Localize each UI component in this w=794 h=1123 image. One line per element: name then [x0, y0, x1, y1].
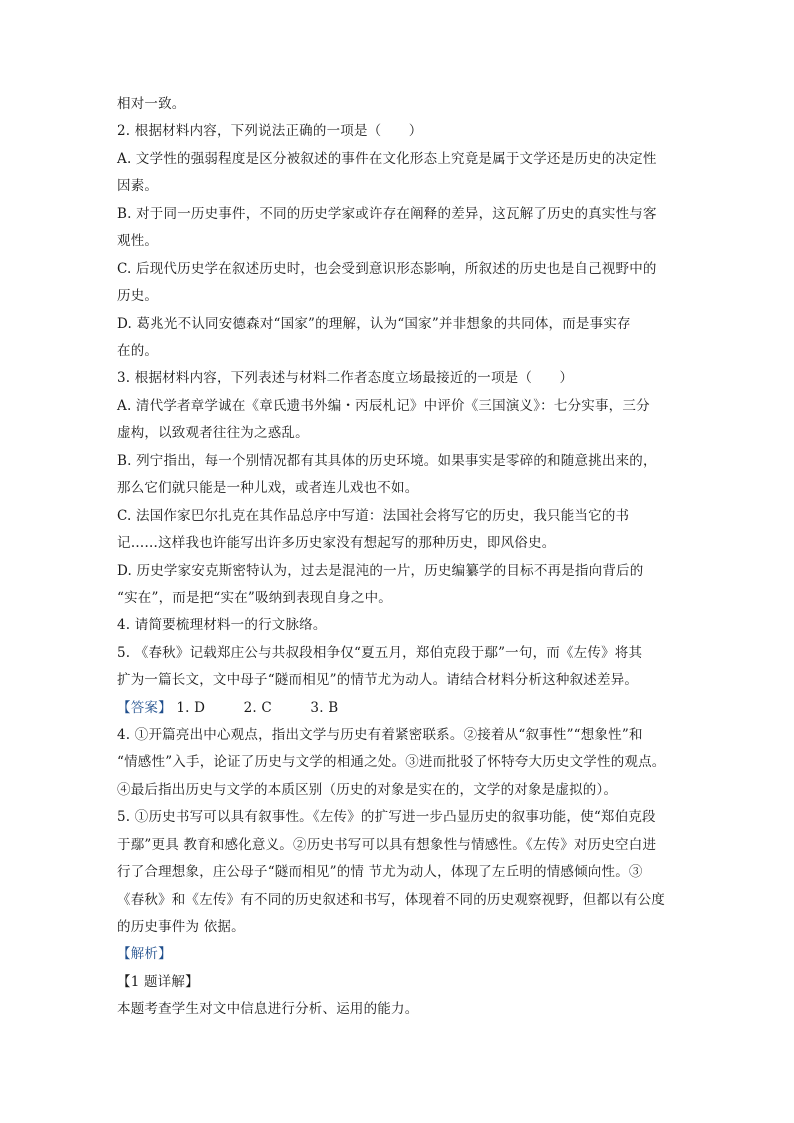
text-line: “实在”，而是把“实在”吸纳到表现自身之中。: [117, 590, 393, 606]
answer-line: 《春秋》和《左传》有不同的历史叙述和书写，体现着不同的历史观察视野，但都以有公度: [117, 892, 665, 908]
question-2: 2. 根据材料内容，下列说法正确的一项是（ ）: [117, 123, 423, 139]
text-line: 那么它们就只能是一种儿戏，或者连儿戏也不如。: [117, 480, 419, 496]
answer-line: ④最后指出历史与文学的本质区别（历史的对象是实在的，文学的对象是虚拟的）。: [117, 782, 618, 798]
answer-item: 1. D: [176, 700, 206, 716]
answer-line: 的历史事件为 依据。: [117, 919, 245, 935]
answer-line: 行了合理想象，庄公母子“隧而相见”的情 节尤为动人，体现了左丘明的情感倾向性。③: [117, 864, 643, 880]
answer-row: [117, 698, 677, 718]
answer-line: 于鄢”更具 教育和感化意义。②历史书写可以具有想象性与情感性。《左传》对历史空白进: [117, 837, 657, 853]
analysis-label: 【解析】: [117, 946, 172, 962]
text-line: 虚构，以致观者往往为之惑乱。: [117, 425, 309, 441]
option-c: C. 后现代历史学在叙述历史时，也会受到意识形态影响，所叙述的历史也是自己视野中的: [117, 261, 657, 277]
option-c: C. 法国作家巴尔扎克在其作品总序中写道：法国社会将写它的历史，我只能当它的书: [117, 508, 630, 524]
question-4: 4. 请简要梳理材料一的行文脉络。: [117, 617, 327, 633]
answer-line: 4. ①开篇亮出中心观点，指出文学与历史有着紧密联系。②接着从“叙事性”“想象性”和: [117, 727, 643, 743]
text-line: 因素。: [117, 178, 159, 194]
option-d: D. 葛兆光不认同安德森对“国家”的理解，认为“国家”并非想象的共同体，而是事实存: [117, 316, 631, 332]
text-line: 在的。: [117, 343, 159, 359]
text-line: 扩为一篇长文，文中母子“隧而相见”的情节尤为动人。请结合材料分析这种叙述差异。: [117, 672, 639, 688]
text-line: 历史。: [117, 288, 159, 304]
text-line: 相对一致。: [117, 96, 186, 112]
option-b: B. 对于同一历史事件，不同的历史学家或许存在阐释的差异，这瓦解了历史的真实性与客: [117, 206, 657, 222]
q1-detail-text: 本题考查学生对文中信息进行分析、运用的能力。: [117, 1001, 419, 1017]
option-a: A. 文学性的强弱程度是区分被叙述的事件在文化形态上究竟是属于文学还是历史的决定性: [117, 151, 657, 167]
answer-label: 【答案】: [117, 700, 172, 716]
question-3: 3. 根据材料内容，下列表述与材料二作者态度立场最接近的一项是（ ）: [117, 370, 574, 386]
answer-line: “情感性”入手，论证了历史与文学的相通之处。③进而批驳了怀特夸大历史文学性的观点。: [117, 754, 666, 770]
text-line: 记……这样我也许能写出许多历史家没有想起写的那种历史，即风俗史。: [117, 535, 556, 551]
option-d: D. 历史学家安克斯密特认为，过去是混沌的一片，历史编纂学的目标不再是指向背后的: [117, 563, 644, 579]
answer-item: 2. C: [243, 700, 272, 716]
text-line: 观性。: [117, 233, 159, 249]
question-5: 5. 《春秋》记载郑庄公与共叔段相争仅“夏五月，郑伯克段于鄢”一句，而《左传》将其: [117, 645, 643, 661]
answer-line: 5. ①历史书写可以具有叙事性。《左传》的扩写进一步凸显历史的叙事功能，使“郑伯克段: [117, 809, 656, 825]
q1-detail-label: 【1 题详解】: [117, 974, 199, 990]
option-a: A. 清代学者章学诚在《章氏遗书外编・丙辰札记》中评价《三国演义》：七分实事，三分: [117, 398, 650, 414]
answer-item: 3. B: [310, 700, 339, 716]
option-b: B. 列宁指出，每一个别情况都有其具体的历史环境。如果事实是零碎的和随意挑出来的，: [117, 453, 657, 469]
